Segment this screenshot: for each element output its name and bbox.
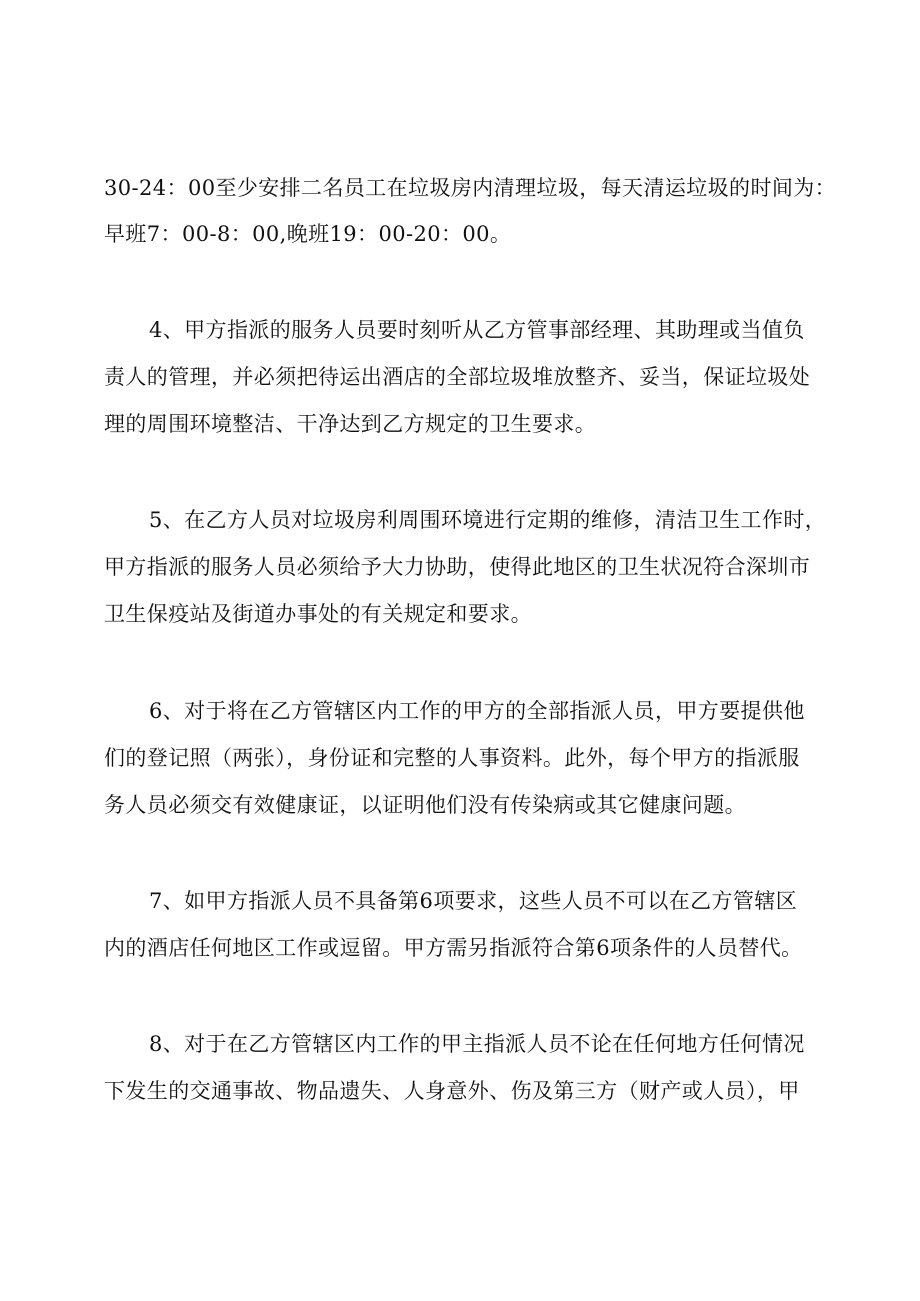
text-line: 务人员必须交有效健康证，以证明他们没有传染病或其它健康问题。 xyxy=(104,793,746,817)
text-line: 30-24：00至少安排二名员工在垃圾房内清理垃圾，每天清运垃圾的时间为： xyxy=(104,176,837,200)
text-line: 理的周围环境整洁、干净达到乙方规定的卫生要求。 xyxy=(104,412,597,436)
text-line: 6、对于将在乙方管辖区内工作的甲方的全部指派人员，甲方要提供他 xyxy=(149,699,805,723)
text-line: 早班7：00-8：00,晚班19：00-20：00。 xyxy=(104,222,512,246)
text-line: 4、甲方指派的服务人员要时刻听从乙方管事部经理、其助理或当值负 xyxy=(149,318,805,342)
text-line: 5、在乙方人员对垃圾房利周围环境进行定期的维修，清洁卫生工作时， xyxy=(149,508,827,532)
text-line: 责人的管理，并必须把待运出酒店的全部垃圾堆放整齐、妥当，保证垃圾处 xyxy=(104,365,811,389)
text-line: 卫生保疫站及街道办事处的有关规定和要求。 xyxy=(104,602,532,626)
text-line: 8、对于在乙方管辖区内工作的甲主指派人员不论在任何地方任何情况 xyxy=(149,1032,805,1056)
text-line: 们的登记照（两张），身份证和完整的人事资料。此外，每个甲方的指派服 xyxy=(104,746,800,770)
text-line: 甲方指派的服务人员必须给予大力协助，使得此地区的卫生状况符合深圳市 xyxy=(104,555,811,579)
text-line: 下发生的交通事故、物品遗失、人身意外、伤及第三方（财产或人员），甲 xyxy=(104,1079,800,1103)
text-line: 内的酒店任何地区工作或逗留。甲方需另指派符合第6项条件的人员替代。 xyxy=(104,936,803,960)
text-line: 7、如甲方指派人员不具备第6项要求，这些人员不可以在乙方管辖区 xyxy=(149,889,798,913)
